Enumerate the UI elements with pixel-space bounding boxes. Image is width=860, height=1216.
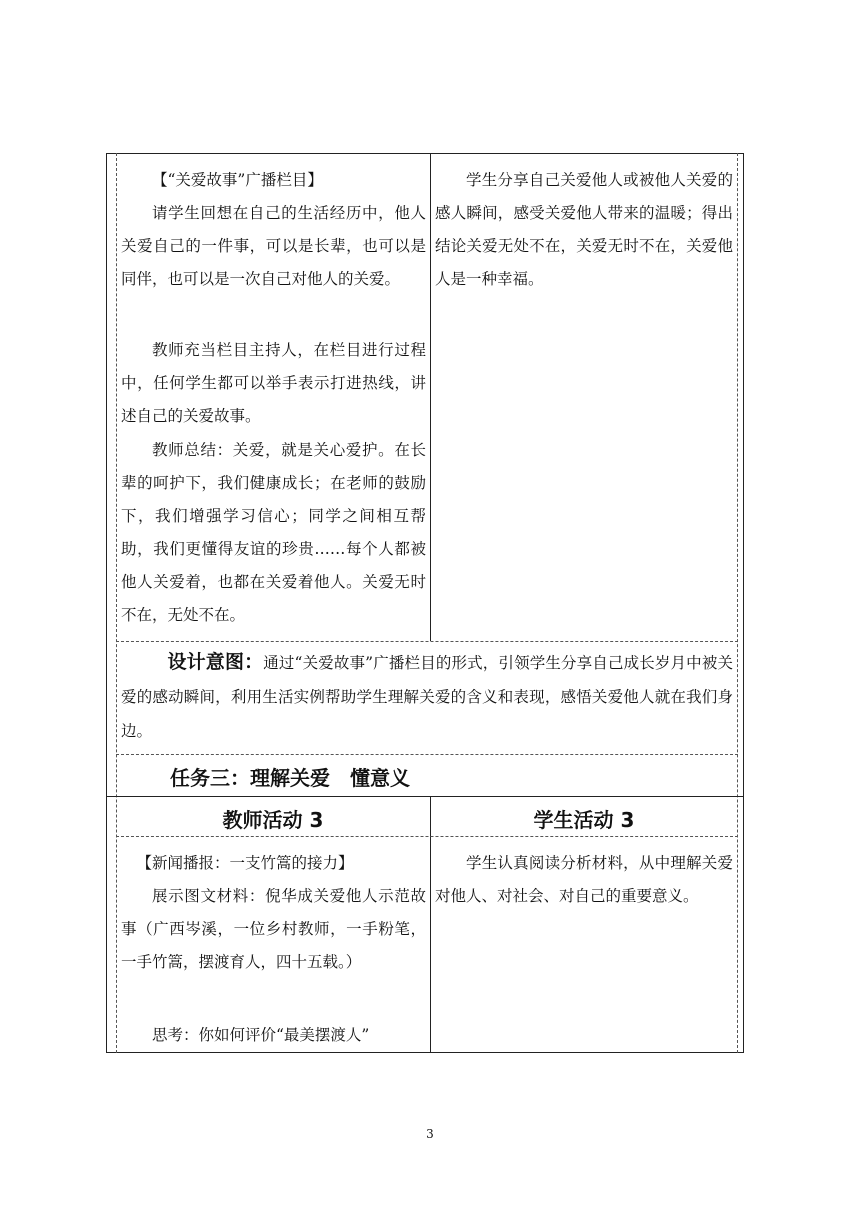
design-intent-text: 通过“关爱故事”广播栏目的形式，引领学生分享自己成长岁月中被关爱的感动瞬间，利用生活实例帮助学生理解关爱的含义和表现，感悟关爱他人就在我们身边。 (121, 654, 733, 740)
story-instruction-text: 请学生回想在自己的生活经历中，他人关爱自己的一件事，可以是长辈，也可以是同伴，也可以是一次自己对他人的关爱。 (121, 204, 426, 288)
task-three-title: 任务三：理解关爱 懂意义 (170, 766, 410, 790)
reflection-question: 思考：你如何评价“最美摆渡人” (152, 1026, 370, 1044)
teacher-activity-header: 教师活动 3 (222, 808, 324, 832)
page-number: 3 (426, 1127, 434, 1141)
student-activity-header: 学生活动 3 (533, 808, 635, 832)
story-section-title: 【“关爱故事”广播栏目】 (152, 171, 323, 189)
student-reading-text: 学生认真阅读分析材料，从中理解关爱对他人、对社会、对自己的重要意义。 (435, 854, 733, 905)
student-activity-text: 学生分享自己关爱他人或被他人关爱的感人瞬间，感受关爱他人带来的温暖；得出结论关爱无处不在，关爱无时不在，关爱他人是一种幸福。 (435, 171, 733, 288)
upper-column-divider (430, 153, 431, 641)
news-material-text: 展示图文材料：倪华成关爱他人示范故事（广西岑溪，一位乡村教师，一手粉笔，一手竹篙，摆渡育人，四十五载。） (121, 887, 426, 971)
story-host-text: 教师充当栏目主持人，在栏目进行过程中，任何学生都可以举手表示打进热线，讲述自己的关爱故事。 (121, 341, 426, 425)
row-divider-design (116, 641, 738, 642)
design-intent (121, 645, 733, 748)
row-divider-task (116, 754, 738, 755)
teacher-summary-text: 教师总结：关爱，就是关心爱护。在长辈的呵护下，我们健康成长；在老师的鼓励下，我们增强学习信心；同学之间相互帮助，我们更懂得友谊的珍贵……每个人都被他人关爱着，也都在关爱着他人。关爱无时不在，无处不在。 (121, 441, 426, 624)
row-divider-headers (106, 796, 744, 797)
lower-column-divider (430, 796, 431, 1053)
news-section-title: 【新闻播报：一支竹篙的接力】 (136, 854, 354, 872)
design-intent-label: 设计意图： (167, 651, 264, 673)
row-divider-lower (116, 836, 738, 837)
